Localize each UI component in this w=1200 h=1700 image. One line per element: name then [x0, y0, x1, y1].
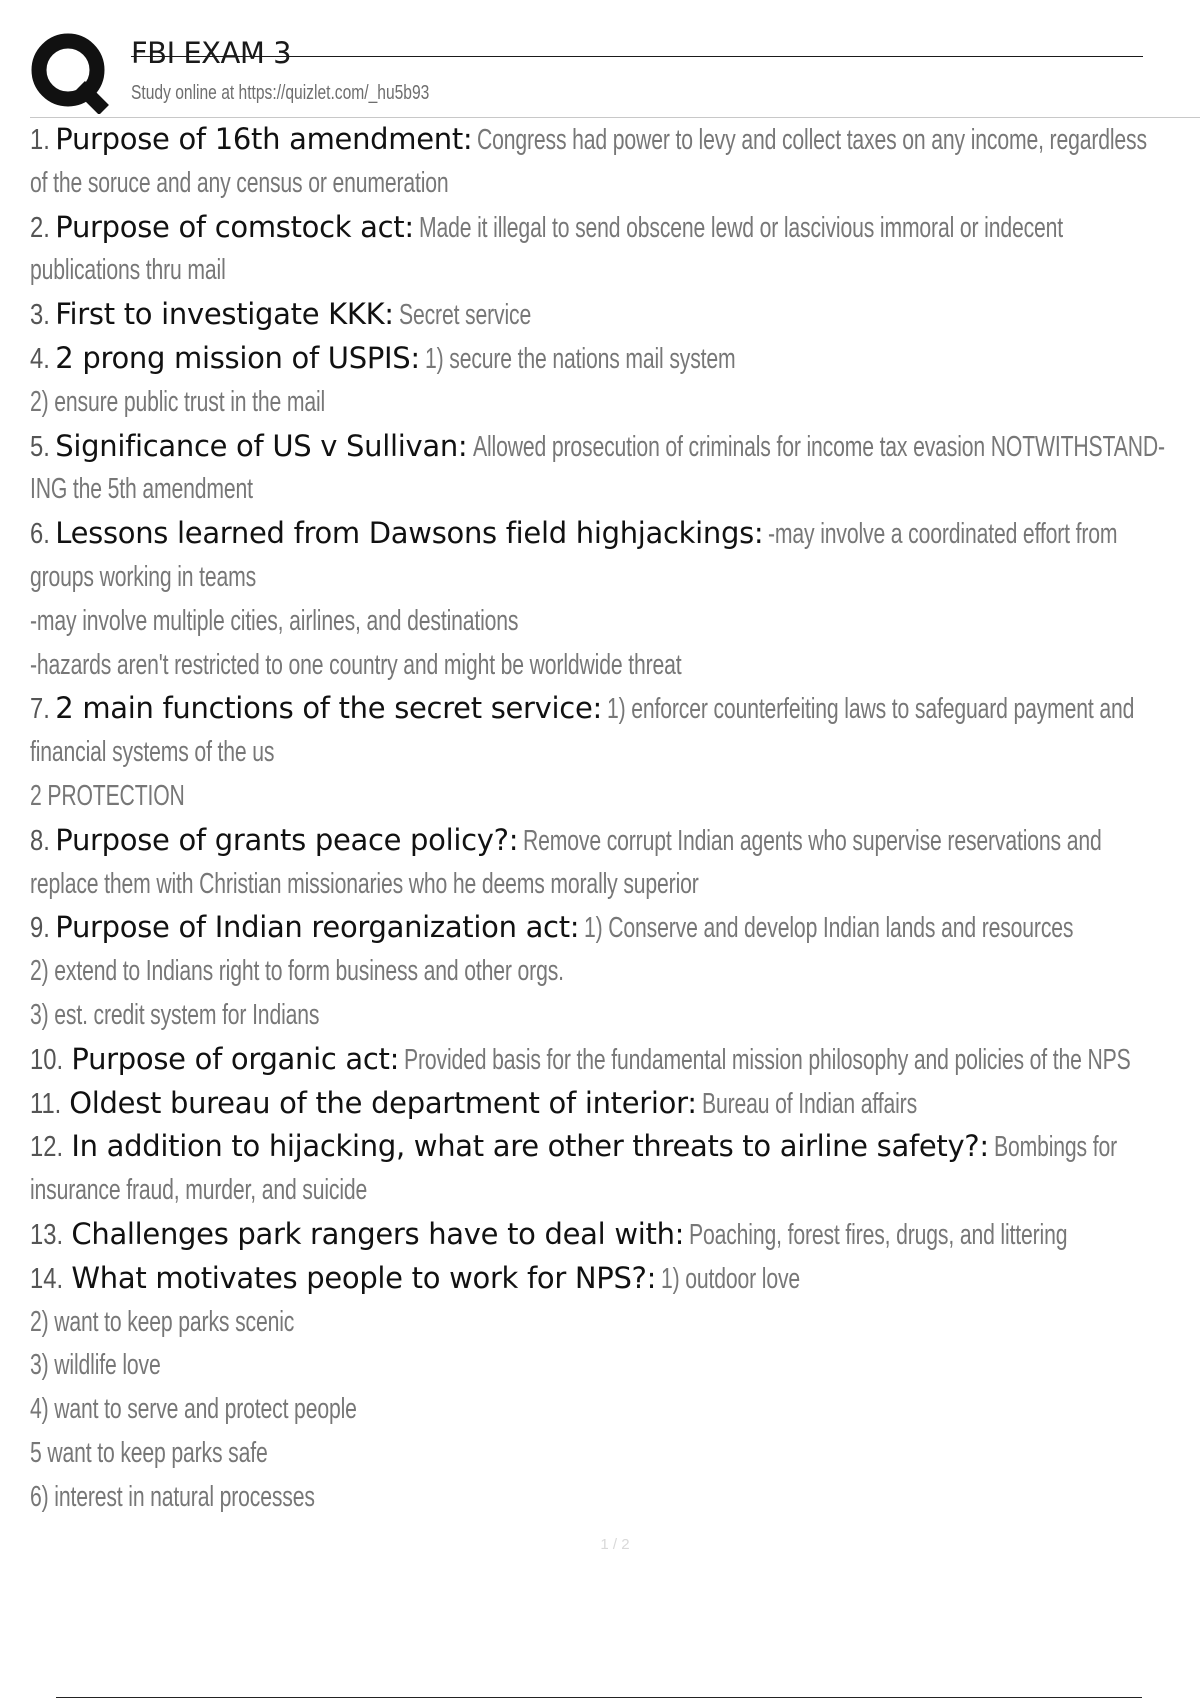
answer-text: financial systems of the us — [30, 736, 275, 769]
answer-continuation-line — [30, 468, 1200, 512]
question-term: Purpose of grants peace policy?: — [55, 822, 519, 857]
answer-continuation-line — [30, 775, 1200, 819]
question-term: Purpose of organic act: — [71, 1041, 400, 1076]
question-line — [30, 293, 1200, 337]
answer-continuation-line — [30, 381, 1200, 425]
question-number: 3. — [30, 299, 50, 332]
question-line — [30, 1257, 1200, 1301]
answer-text: Congress had power to levy and collect taxes on any income, regardless — [477, 124, 1148, 156]
answer-text: 1) Conserve and develop Indian lands and resources — [584, 912, 1074, 945]
answer-text: 2) extend to Indians right to form business and other orgs. — [30, 955, 564, 988]
question-line — [30, 819, 1200, 863]
question-number: 11. — [30, 1087, 62, 1120]
answer-text: -hazards aren't restricted to one country and might be worldwide threat — [30, 648, 682, 681]
answer-continuation-line — [30, 556, 1200, 600]
footer-divider — [56, 1697, 1142, 1698]
question-number: 13. — [30, 1218, 64, 1251]
question-term: 2 main functions of the secret service: — [55, 691, 602, 726]
question-term: 2 prong mission of USPIS: — [55, 340, 420, 375]
answer-text: replace them with Christian missionaries who he deems morally superior — [30, 867, 699, 900]
answer-text: 1) secure the nations mail system — [424, 342, 736, 375]
question-term: Lessons learned from Dawsons field highjackings: — [55, 516, 764, 551]
answer-continuation-line — [30, 863, 1200, 907]
answer-text: Bombings for — [993, 1131, 1117, 1164]
answer-text: -may involve a coordinated effort from — [768, 518, 1118, 551]
page-number: 1 / 2 — [600, 1536, 630, 1553]
question-line — [30, 1125, 1200, 1169]
question-number: 2. — [30, 211, 50, 244]
answer-continuation-line — [30, 994, 1200, 1038]
question-term: Oldest bureau of the department of interior: — [69, 1085, 697, 1120]
answer-text: 3) wildlife love — [30, 1349, 161, 1382]
question-number: 8. — [30, 824, 50, 857]
question-line — [30, 337, 1200, 381]
answer-continuation-line — [30, 1301, 1200, 1345]
answer-text: Made it illegal to send obscene lewd or lascivious immoral or indecent — [418, 211, 1063, 244]
answer-continuation-line — [30, 600, 1200, 644]
question-number: 12. — [30, 1131, 64, 1164]
question-number: 1. — [30, 124, 50, 156]
question-term: What motivates people to work for NPS?: — [71, 1260, 657, 1295]
answer-text: of the soruce and any census or enumeration — [30, 166, 449, 199]
question-number: 6. — [30, 518, 50, 551]
answer-text: 2 PROTECTION — [30, 779, 185, 812]
flashcard-list — [30, 118, 1200, 1520]
question-line — [30, 512, 1200, 556]
question-line — [30, 206, 1200, 250]
title-underline — [131, 56, 1143, 57]
answer-continuation-line — [30, 249, 1200, 293]
quizlet-logo-icon — [30, 32, 112, 114]
answer-text: Poaching, forest fires, drugs, and littering — [689, 1218, 1068, 1251]
answer-continuation-line — [30, 1169, 1200, 1213]
question-term: Challenges park rangers have to deal with: — [71, 1216, 685, 1251]
answer-text: 2) ensure public trust in the mail — [30, 385, 326, 418]
question-line — [30, 687, 1200, 731]
answer-continuation-line — [30, 1388, 1200, 1432]
question-line — [30, 1082, 1200, 1126]
question-line — [30, 1213, 1200, 1257]
answer-text: 2) want to keep parks scenic — [30, 1305, 295, 1338]
answer-text: Allowed prosecution of criminals for income tax evasion NOTWITHSTAND- — [472, 430, 1165, 463]
question-term: Purpose of comstock act: — [55, 209, 414, 244]
question-line — [30, 1038, 1200, 1082]
question-line — [30, 118, 1200, 162]
answer-text: publications thru mail — [30, 254, 226, 287]
answer-continuation-line — [30, 644, 1200, 688]
answer-text: 6) interest in natural processes — [30, 1480, 315, 1513]
answer-text: 3) est. credit system for Indians — [30, 998, 320, 1031]
answer-text: 5 want to keep parks safe — [30, 1436, 268, 1469]
answer-continuation-line — [30, 1476, 1200, 1520]
question-term: Purpose of Indian reorganization act: — [55, 910, 580, 945]
answer-text: groups working in teams — [30, 560, 257, 593]
answer-continuation-line — [30, 162, 1200, 206]
answer-text: insurance fraud, murder, and suicide — [30, 1174, 368, 1207]
question-number: 5. — [30, 430, 50, 463]
question-line — [30, 906, 1200, 950]
question-term: Purpose of 16th amendment: — [55, 122, 473, 156]
answer-text: 1) outdoor love — [661, 1262, 801, 1295]
question-number: 10. — [30, 1043, 64, 1076]
question-number: 14. — [30, 1262, 64, 1295]
question-line — [30, 425, 1200, 469]
question-term: Significance of US v Sullivan: — [55, 428, 468, 463]
study-online-link[interactable]: Study online at https://quizlet.com/_hu5b93 — [131, 82, 430, 104]
answer-continuation-line — [30, 1432, 1200, 1476]
answer-continuation-line — [30, 731, 1200, 775]
answer-text: Provided basis for the fundamental mission philosophy and policies of the NPS — [404, 1043, 1131, 1076]
question-term: First to investigate KKK: — [55, 297, 394, 332]
answer-continuation-line — [30, 1344, 1200, 1388]
document-title: FBI EXAM 3 — [131, 36, 292, 70]
question-number: 4. — [30, 342, 50, 375]
answer-text: Remove corrupt Indian agents who supervise reservations and — [523, 824, 1102, 857]
answer-text: ING the 5th amendment — [30, 473, 253, 506]
answer-continuation-line — [30, 950, 1200, 994]
question-number: 7. — [30, 693, 50, 726]
answer-text: 4) want to serve and protect people — [30, 1393, 357, 1426]
answer-text: Bureau of Indian affairs — [701, 1087, 917, 1120]
answer-text: -may involve multiple cities, airlines, and destinations — [30, 604, 519, 637]
question-number: 9. — [30, 912, 50, 945]
question-term: In addition to hijacking, what are other threats to airline safety?: — [71, 1129, 989, 1164]
answer-text: Secret service — [398, 299, 531, 332]
answer-text: 1) enforcer counterfeiting laws to safeguard payment and — [607, 693, 1135, 726]
